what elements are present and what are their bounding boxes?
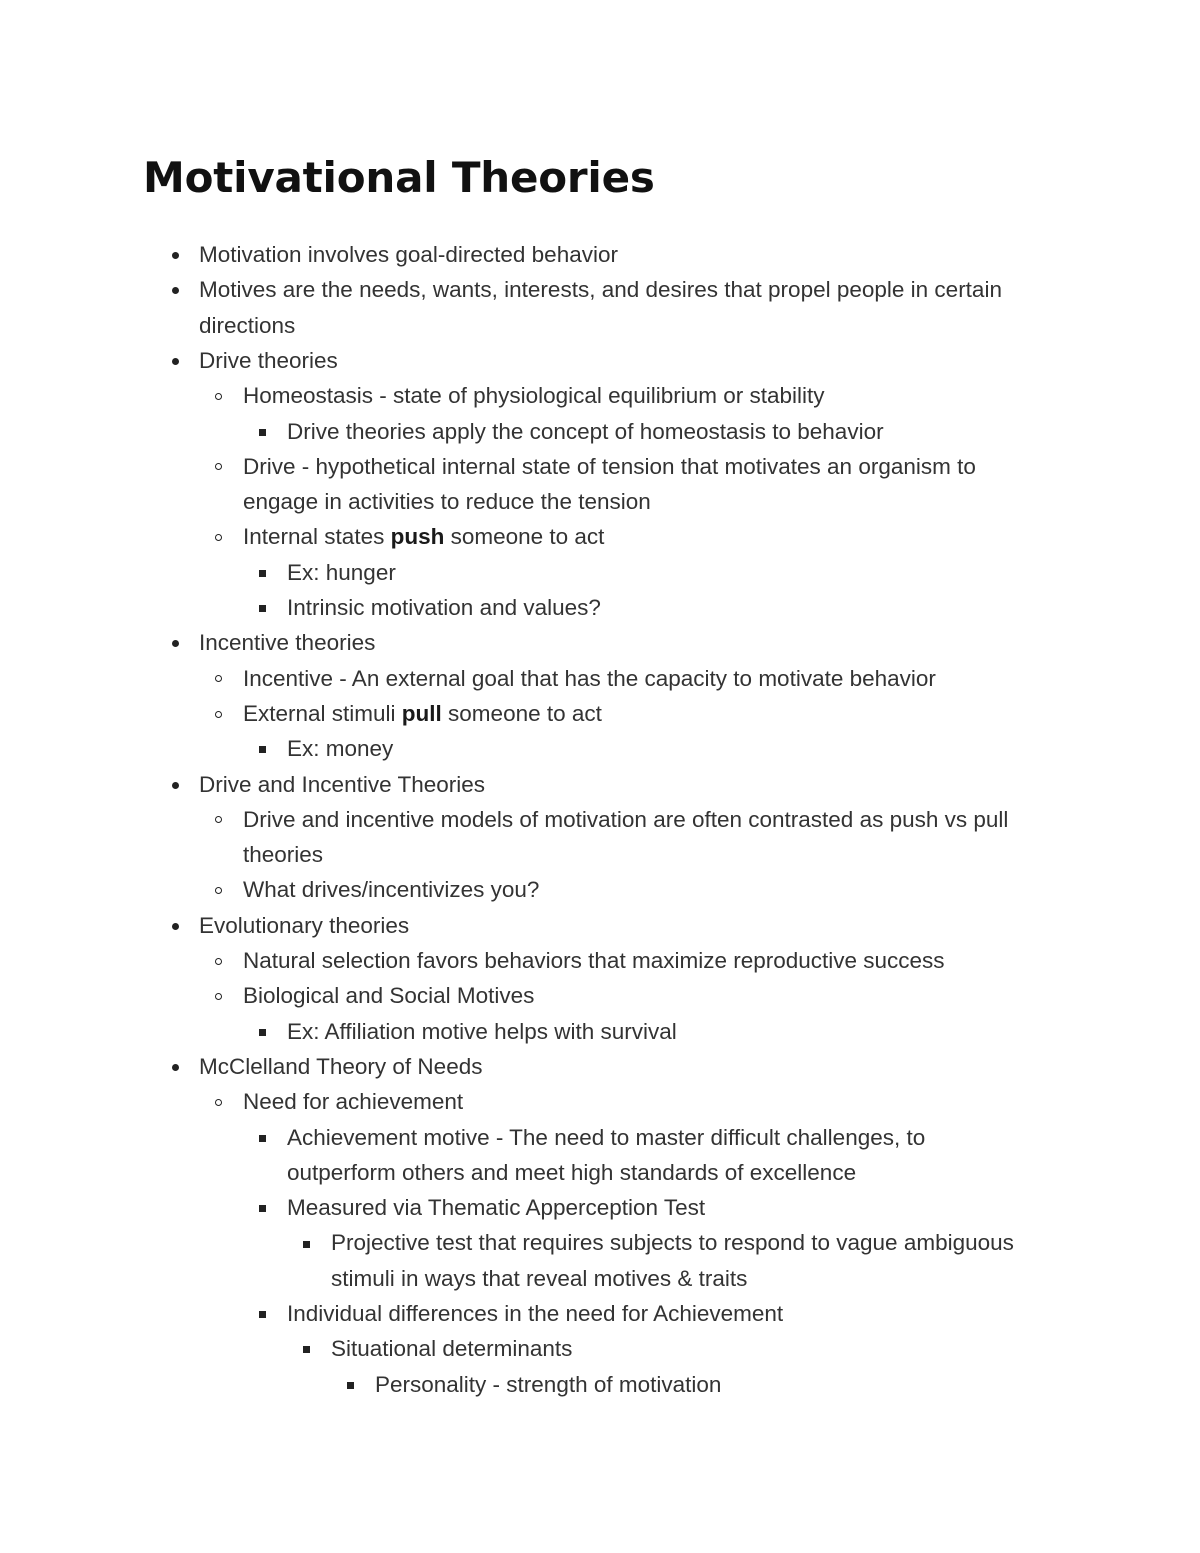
circle-bullet-marker — [215, 993, 222, 1000]
square-bullet-marker — [347, 1382, 354, 1389]
list-item-text: Drive - hypothetical internal state of tension that motivates an organism to — [243, 453, 976, 479]
disc-bullet-marker — [172, 252, 179, 259]
list-item-text: Natural selection favors behaviors that maximize reproductive success — [243, 948, 945, 973]
list-item-text: McClelland Theory of Needs — [199, 1053, 483, 1079]
list-item-text-segment: someone to act — [441, 700, 602, 726]
list-item-text: directions — [199, 312, 296, 338]
square-bullet-marker — [259, 429, 266, 436]
circle-bullet-marker — [215, 1099, 222, 1106]
square-bullet-marker — [303, 1346, 310, 1353]
circle-bullet-marker — [215, 958, 222, 965]
list-item-text: Need for achievement — [243, 1089, 464, 1115]
emphasized-keyword: pull — [401, 700, 442, 726]
list-item-text: engage in activities to reduce the tension — [243, 489, 651, 515]
disc-bullet-marker — [172, 1064, 179, 1071]
list-item-text: Achievement motive - The need to master difficult challenges, to — [287, 1124, 926, 1150]
list-item-text: Ex: hunger — [287, 559, 396, 585]
square-bullet-marker — [259, 1205, 266, 1212]
square-bullet-marker — [259, 605, 266, 612]
list-item-text: Biological and Social Motives — [243, 983, 535, 1009]
emphasized-keyword: push — [390, 524, 445, 550]
circle-bullet-marker — [215, 393, 222, 400]
list-item-text: Motivation involves goal-directed behavior — [199, 242, 618, 267]
list-item-text-segment: someone to act — [444, 524, 605, 550]
disc-bullet-marker — [172, 358, 179, 365]
square-bullet-marker — [259, 746, 266, 753]
page-title: Motivational Theories — [143, 153, 655, 202]
list-item-text: Projective test that requires subjects to respond to vague ambiguous — [331, 1230, 1014, 1256]
list-item-text: Motives are the needs, wants, interests, and desires that propel people in certain — [199, 277, 1002, 303]
list-item-text: Drive and Incentive Theories — [199, 771, 485, 797]
square-bullet-marker — [303, 1241, 310, 1248]
list-item-text: Homeostasis - state of physiological equilibrium or stability — [243, 383, 825, 409]
square-bullet-marker — [259, 1029, 266, 1036]
list-item-text — [243, 519, 604, 554]
list-item-text: Incentive - An external goal that has the capacity to motivate behavior — [243, 665, 936, 691]
disc-bullet-marker — [172, 640, 179, 647]
circle-bullet-marker — [215, 816, 222, 823]
list-item-text: What drives/incentivizes you? — [243, 877, 540, 903]
list-item-text: stimuli in ways that reveal motives & traits — [331, 1265, 748, 1291]
circle-bullet-marker — [215, 534, 222, 541]
list-item-text: Personality - strength of motivation — [375, 1371, 722, 1397]
square-bullet-marker — [259, 1311, 266, 1318]
circle-bullet-marker — [215, 887, 222, 894]
list-item-text: Drive theories apply the concept of homeostasis to behavior — [287, 418, 884, 444]
circle-bullet-marker — [215, 675, 222, 682]
list-item-text — [243, 696, 602, 731]
disc-bullet-marker — [172, 923, 179, 930]
list-item-text: Evolutionary theories — [199, 912, 410, 938]
list-item-text: Ex: Affiliation motive helps with survival — [287, 1018, 677, 1044]
square-bullet-marker — [259, 570, 266, 577]
list-item-text: Drive theories — [199, 347, 338, 373]
list-item-text: Incentive theories — [199, 630, 376, 656]
circle-bullet-marker — [215, 463, 222, 470]
list-item-text: Measured via Thematic Apperception Test — [287, 1195, 706, 1221]
square-bullet-marker — [259, 1135, 266, 1142]
circle-bullet-marker — [215, 711, 222, 718]
list-item-text: Drive and incentive models of motivation are often contrasted as push vs pull — [243, 806, 1009, 832]
list-item-text: Ex: money — [287, 736, 394, 762]
list-item-text-segment: Internal states — [243, 524, 391, 550]
disc-bullet-marker — [172, 782, 179, 789]
list-item-text: theories — [243, 842, 324, 868]
disc-bullet-marker — [172, 287, 179, 294]
list-item-text: Situational determinants — [331, 1336, 573, 1362]
list-item-text: Intrinsic motivation and values? — [287, 595, 601, 620]
list-item-text-segment: External stimuli — [243, 700, 402, 726]
list-item-text: outperform others and meet high standards of excellence — [287, 1159, 857, 1185]
list-item-text: Individual differences in the need for Achievement — [287, 1301, 784, 1326]
